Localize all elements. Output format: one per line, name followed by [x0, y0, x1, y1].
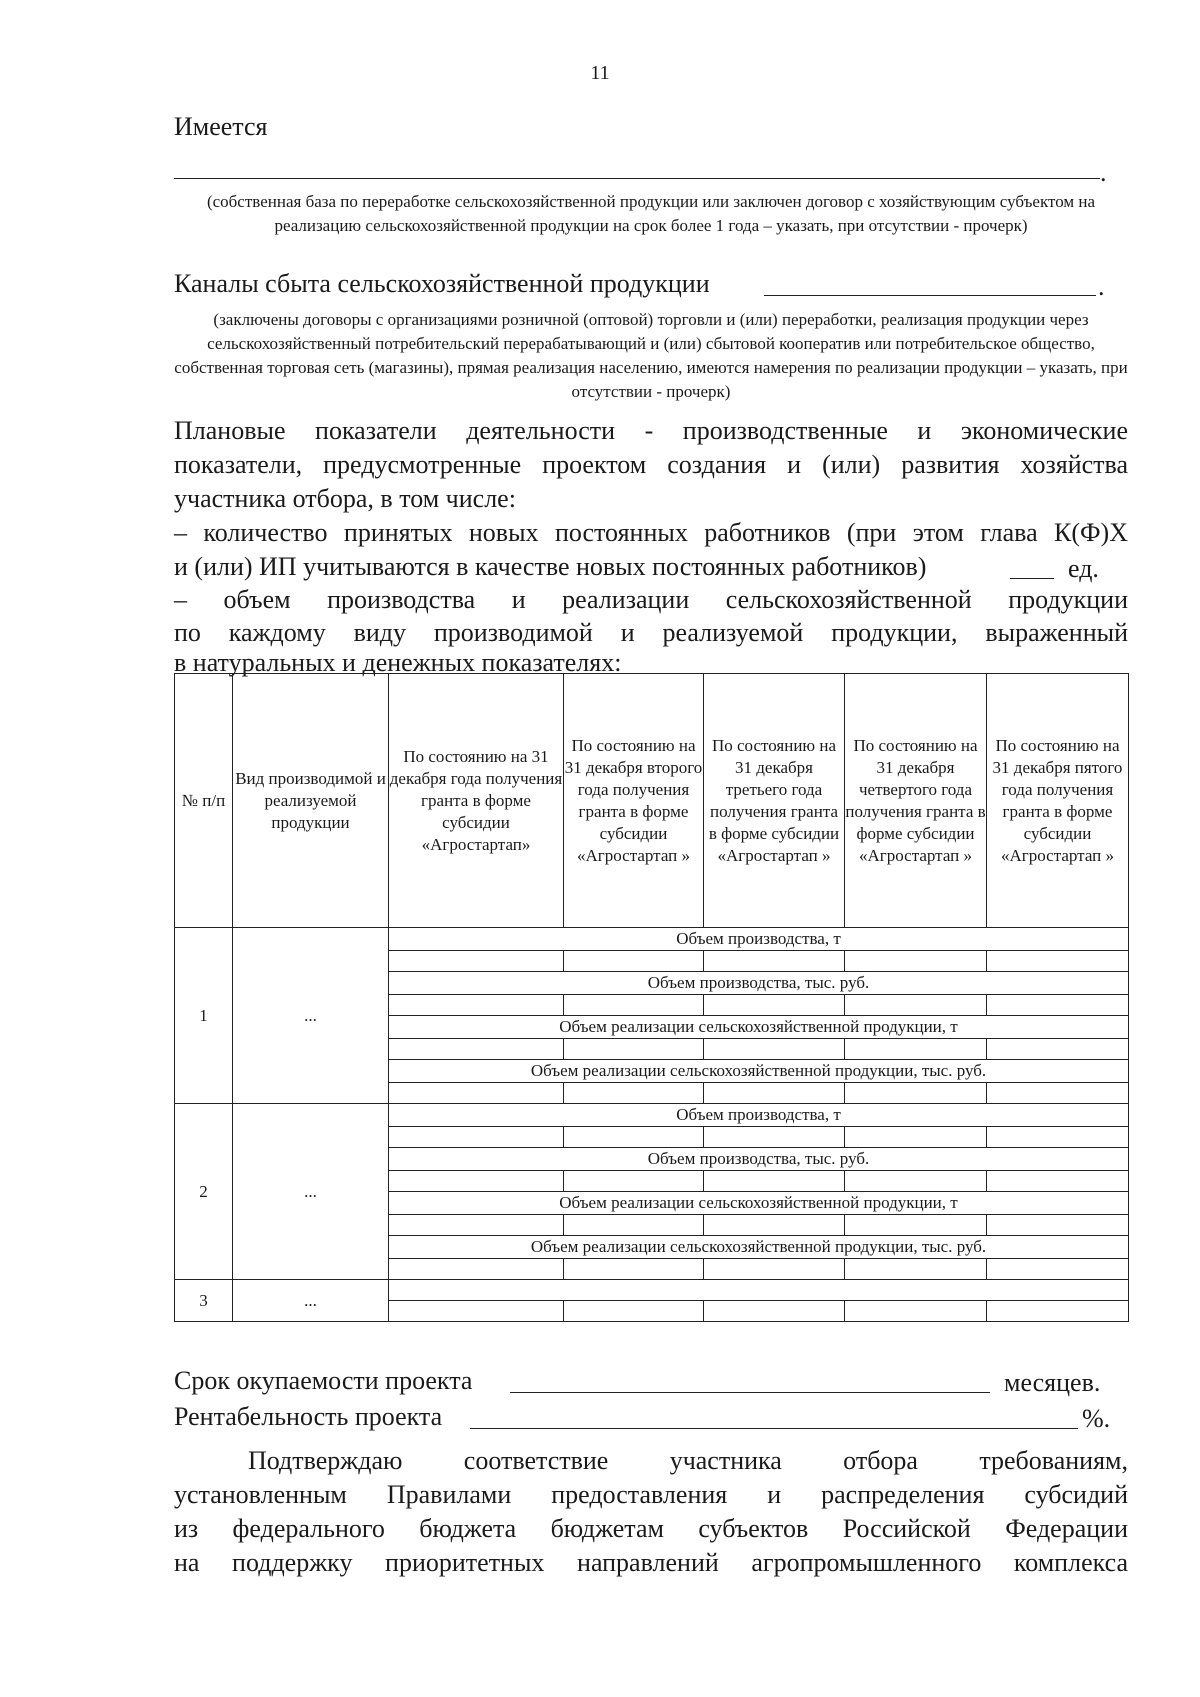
profit-unit: %.: [1082, 1404, 1111, 1433]
row-num: 2: [175, 1104, 233, 1280]
row-kind: ...: [233, 928, 389, 1104]
table-row: [175, 928, 1129, 951]
workers-line2: и (или) ИП учитываются в качестве новых постоянных работников): [174, 552, 927, 581]
workers-unit: ед.: [1068, 554, 1099, 583]
plan-line3: участника отбора, в том числе:: [174, 484, 516, 513]
header-year4: По состоянию на 31 декабря четвертого года получения гранта в форме субсидии «Агростартап »: [845, 674, 987, 928]
profit-label: Рентабельность проекта: [174, 1402, 443, 1431]
confirm-line2: установленным Правилами предоставления и распределения субсидий: [174, 1480, 1128, 1509]
kanaly-period: .: [1098, 272, 1105, 301]
imeetsya-blank-line: [174, 178, 1100, 179]
row-kind: ...: [233, 1280, 389, 1322]
table-header-row: [175, 674, 1129, 928]
volume-line2: по каждому виду производимой и реализуемой продукции, выраженный: [174, 618, 1128, 647]
metric-label: Объем производства, тыс. руб.: [389, 1148, 1129, 1171]
production-table: [174, 673, 1129, 1322]
metric-label: Объем реализации сельскохозяйственной продукции, тыс. руб.: [389, 1236, 1129, 1259]
row-kind: ...: [233, 1104, 389, 1280]
imeetsya-label: Имеется: [174, 112, 268, 141]
kanaly-note: (заключены договоры с организациями розничной (оптовой) торговли и (или) переработки, реализация продукции через сельскохозяйственный потребительский перерабатывающий и (или) сбытовой кооператив или потребительское общество, собственная торговая сеть (магазины), прямая реализация населению, имеются намерения по реализации продукции – указать, при отсутствии - прочерк): [174, 310, 1128, 401]
kanaly-blank-line: [764, 295, 1096, 296]
metric-label: Объем реализации сельскохозяйственной продукции, т: [389, 1192, 1129, 1215]
header-kind: Вид производимой и реализуемой продукции: [233, 674, 389, 928]
header-num: № п/п: [175, 674, 233, 928]
imeetsya-note: (собственная база по переработке сельскохозяйственной продукции или заключен договор с хозяйствующим субъектом на реализацию сельскохозяйственной продукции на срок более 1 года – указать, при отсутствии - прочерк): [206, 192, 1096, 235]
header-year2: По состоянию на 31 декабря второго года получения гранта в форме субсидии «Агростартап »: [564, 674, 704, 928]
row-num: 1: [175, 928, 233, 1104]
workers-line1: – количество принятых новых постоянных работников (при этом глава К(Ф)Х: [174, 518, 1128, 547]
payback-unit: месяцев.: [1004, 1368, 1101, 1397]
metric-label: Объем реализации сельскохозяйственной продукции, т: [389, 1016, 1129, 1039]
payback-label: Срок окупаемости проекта: [174, 1366, 473, 1395]
profit-blank: [470, 1428, 1078, 1429]
metric-label: Объем реализации сельскохозяйственной продукции, тыс. руб.: [389, 1060, 1129, 1083]
header-year5: По состоянию на 31 декабря пятого года получения гранта в форме субсидии «Агростартап »: [987, 674, 1129, 928]
metric-label: Объем производства, т: [389, 1104, 1129, 1127]
confirm-line3: из федерального бюджета бюджетам субъектов Российской Федерации: [174, 1514, 1128, 1543]
table-row: [175, 1280, 1129, 1301]
workers-blank: [1010, 578, 1054, 579]
confirm-line4: на поддержку приоритетных направлений агропромышленного комплекса: [174, 1548, 1128, 1577]
page-number: 11: [590, 62, 610, 84]
plan-line2: показатели, предусмотренные проектом создания и (или) развития хозяйства: [174, 450, 1128, 479]
kanaly-label: Каналы сбыта сельскохозяйственной продукции: [174, 269, 710, 298]
imeetsya-period: .: [1100, 158, 1107, 187]
volume-line3: в натуральных и денежных показателях:: [174, 648, 622, 677]
payback-blank: [510, 1392, 990, 1393]
header-year1: По состоянию на 31 декабря года получения гранта в форме субсидии «Агростартап»: [389, 674, 564, 928]
metric-label: Объем производства, т: [389, 928, 1129, 951]
confirm-line1: Подтверждаю соответствие участника отбора требованиям,: [248, 1446, 1128, 1475]
plan-line1: Плановые показатели деятельности - производственные и экономические: [174, 416, 1128, 445]
table-row: [175, 1104, 1129, 1127]
metric-label: Объем производства, тыс. руб.: [389, 972, 1129, 995]
row-num: 3: [175, 1280, 233, 1322]
header-year3: По состоянию на 31 декабря третьего года получения гранта в форме субсидии «Агростартап »: [704, 674, 845, 928]
volume-line1: – объем производства и реализации сельскохозяйственной продукции: [174, 585, 1128, 614]
